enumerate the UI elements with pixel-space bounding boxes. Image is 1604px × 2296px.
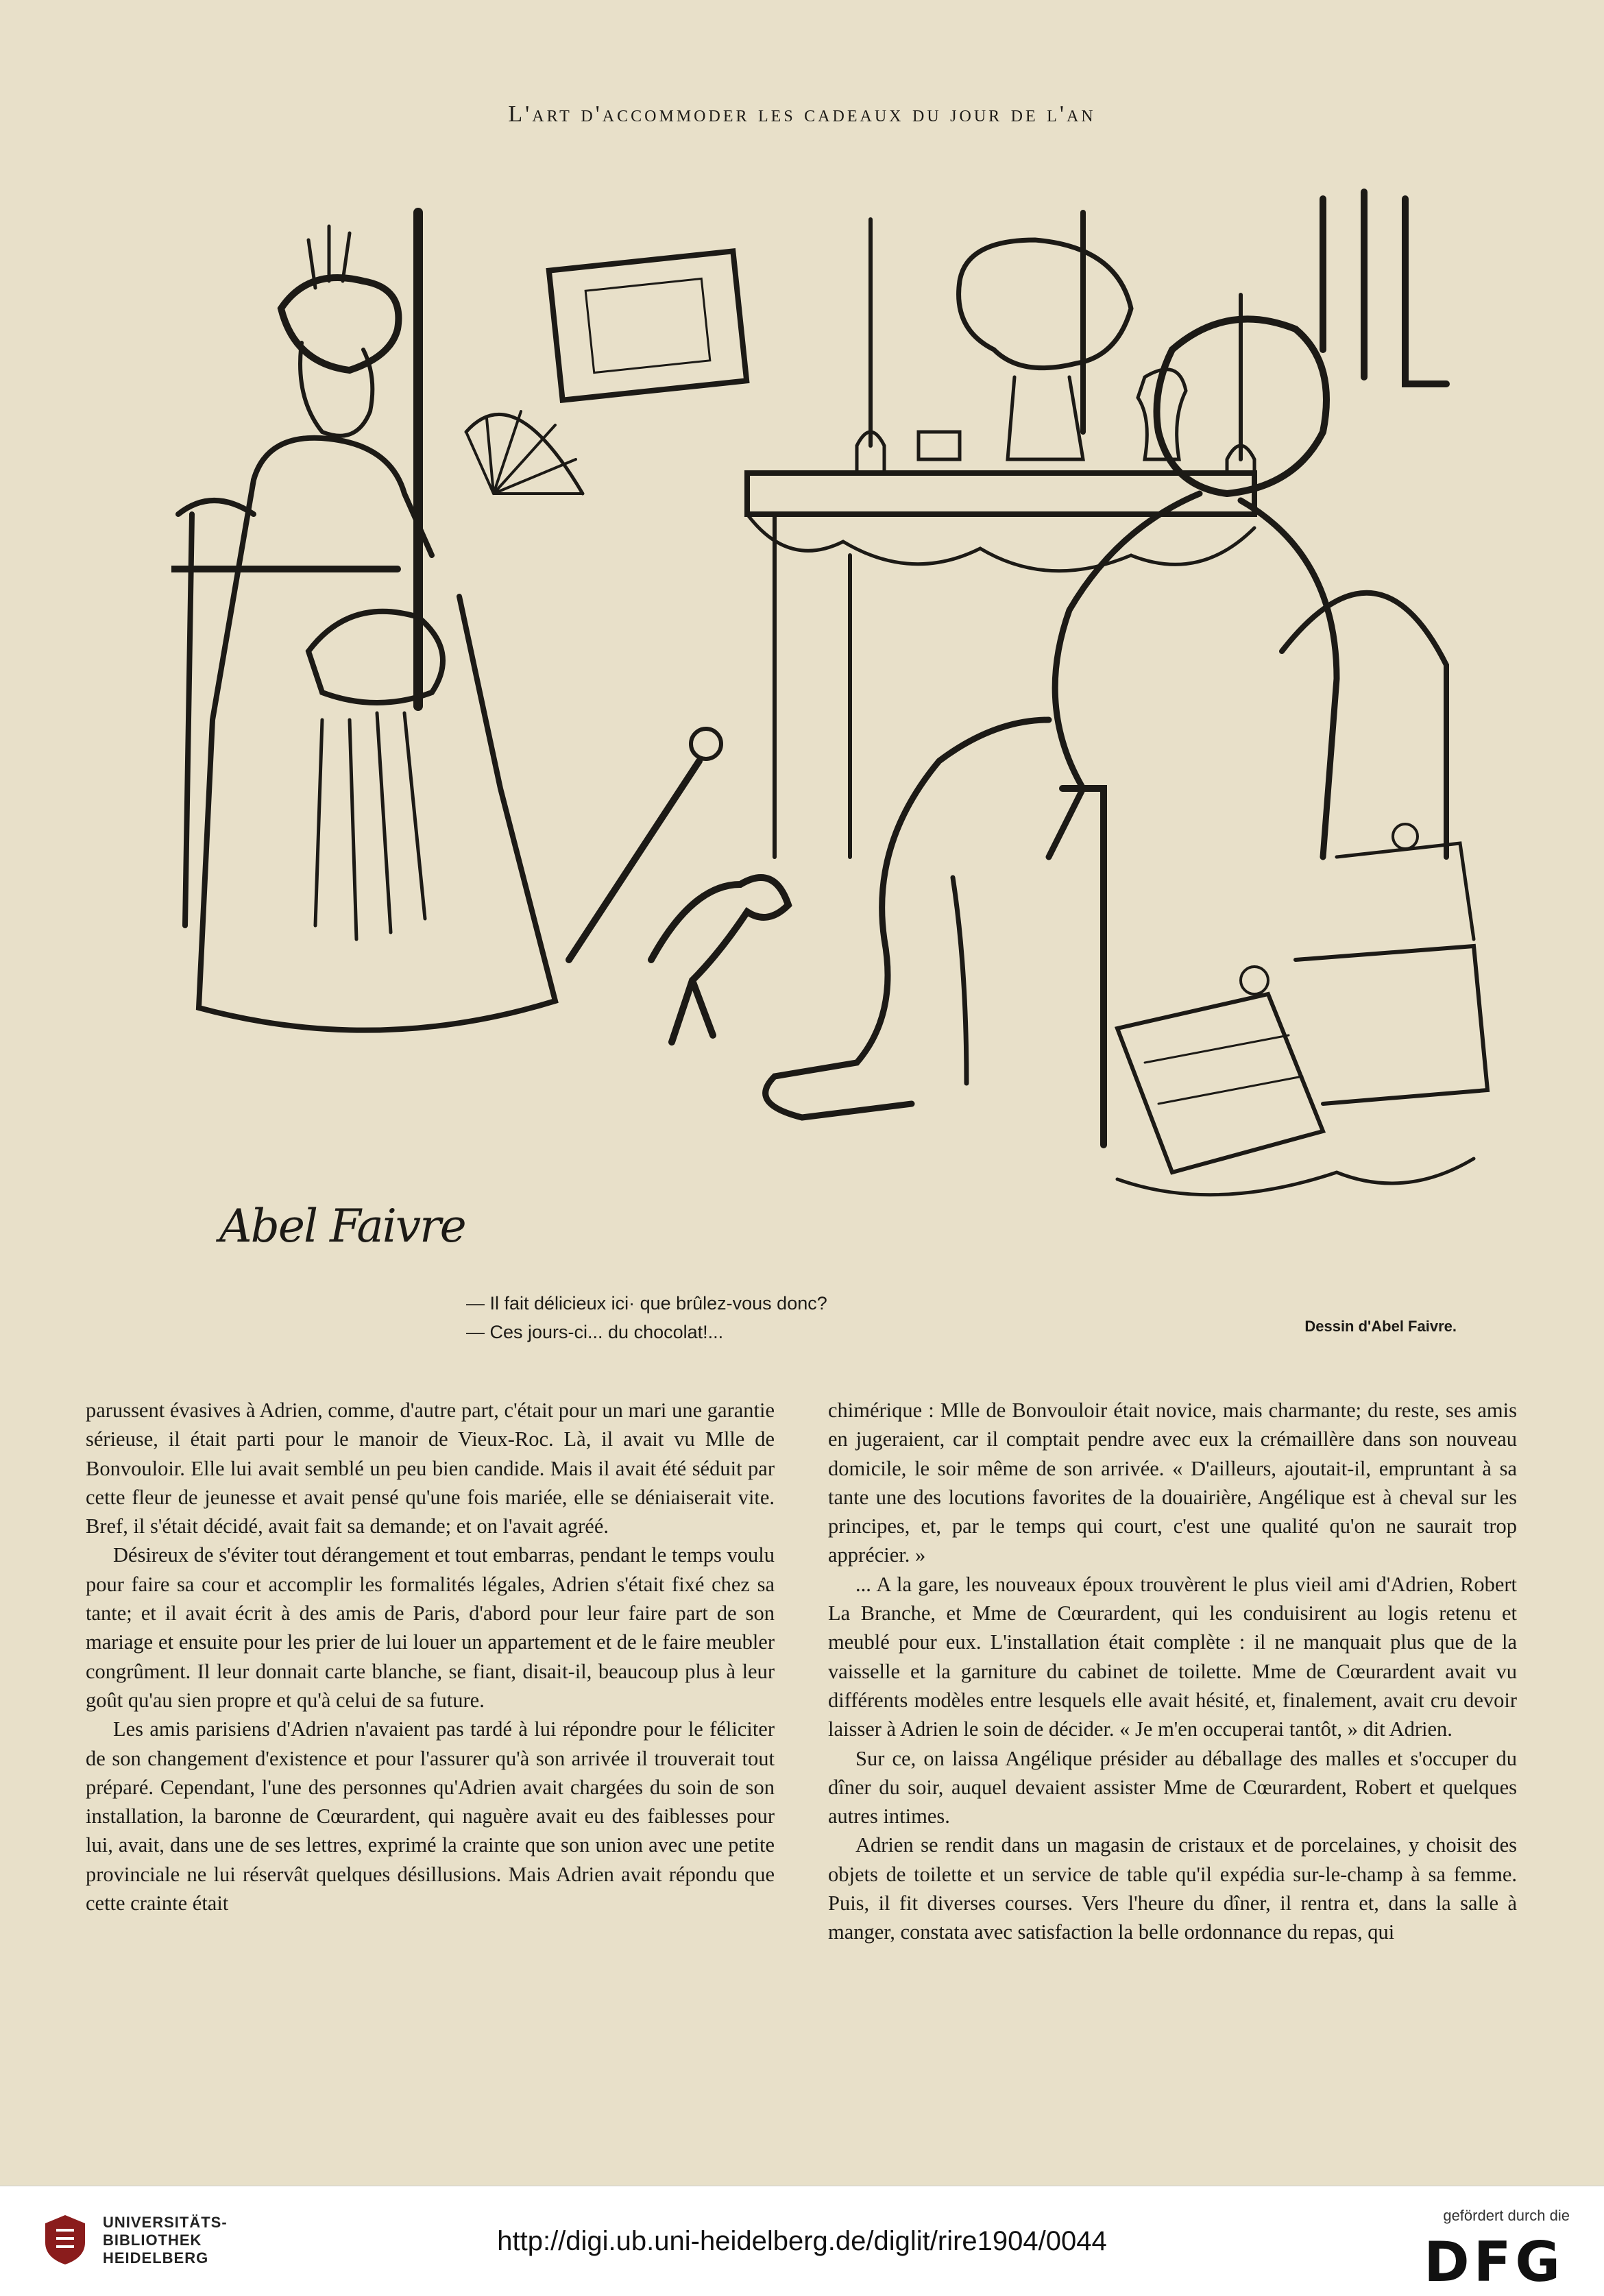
paragraph: parussent évasives à Adrien, comme, d'autre part, c'était pour un mari une garantie sérieuse, il était parti pour le manoir de Vieux-Roc. Là, il avait vu Mlle de Bonvouloir. Elle lui avait semblé un peu bien candide. Mais il avait été séduit par cette fleur de jeunesse et avait pensé qu'une fois mariée, elle se déniaiserait vite. Bref, il s'était décidé, avait fait sa demande; et on l'avait agréé.: [86, 1399, 775, 1538]
footer-bar: [0, 2186, 1604, 2296]
institution-line: UNIVERSITÄTS-: [103, 2214, 228, 2231]
paragraph: Les amis parisiens d'Adrien n'avaient pas tardé à lui répondre pour le féliciter de son changement d'existence et pour l'assurer qu'à son arrivée il trouverait tout préparé. Cependant, l'une des personnes qu'Adrien avait chargées du soin de son installation, la baronne de Cœurardent, qui naguère avait eu des faiblesses pour lui, avait, dans une de ses lettres, exprimé la crainte que son union avec une petite provinciale ne lui réservât quelques désillusions. Mais Adrien avait répondu que cette crainte était: [86, 1717, 775, 1916]
paragraph: chimérique : Mlle de Bonvouloir était novice, mais charmante; du reste, ses amis en jugeraient, car il comptait pendre avec eux la crémaillère dans son nouveau domicile, le soir même de son arrivée. « D'ailleurs, ajoutait-il, empruntant à sa tante une des locutions favorites de la douairière, Angélique est à cheval sur les principes, et, par le temps qui court, c'est une qualité qu'on ne saurait trop apprécier. »: [828, 1399, 1517, 1567]
cartoon-illustration: [171, 171, 1515, 1268]
caption-line-2: — Ces jours-ci... du chocolat!...: [466, 1322, 724, 1342]
text-column-left: [86, 1396, 775, 1918]
artist-signature: Abel Faivre: [219, 1200, 465, 1253]
permalink-url[interactable]: http://digi.ub.uni-heidelberg.de/diglit/rire1904/0044: [497, 2226, 1107, 2256]
text-column-right: [828, 1396, 1517, 1947]
caption-line-1: — Il fait délicieux ici· que brûlez-vous donc?: [466, 1293, 827, 1314]
dfg-logo: DFG: [1424, 2230, 1564, 2294]
running-title: L'art d'accommoder les cadeaux du jour de l'an: [508, 101, 1096, 127]
illustration-caption: [466, 1289, 827, 1346]
funded-by-label: gefördert durch die: [1443, 2207, 1570, 2224]
paragraph: Adrien se rendit dans un magasin de cristaux et de porcelaines, y choisit des objets de toilette et un service de table qu'il expédia sur-le-champ à sa femme. Puis, il fit diverses courses. Vers l'heure du dîner, il rentra et, dans la salle à manger, constata avec satisfaction la belle ordonnance du repas, qui: [828, 1833, 1517, 1944]
cartoon-drawing: [171, 171, 1515, 1268]
illustration-credit: Dessin d'Abel Faivre.: [1304, 1318, 1457, 1335]
paragraph: Désireux de s'éviter tout dérangement et tout embarras, pendant le temps voulu pour faire sa cour et accomplir les formalités légales, Adrien s'était fixé chez sa tante; et il avait écrit à des amis de Paris, d'abord pour leur faire part de son mariage et ensuite pour les prier de lui louer un appartement et de le faire meubler congrûment. Il leur donnait carte blanche, se fiant, disait-il, beaucoup plus à leur goût qu'au sien propre et qu'à celui de sa future.: [86, 1543, 775, 1712]
paragraph: Sur ce, on laissa Angélique présider au déballage des malles et s'occuper du dîner du soir, auquel devaient assister Mme de Cœurardent, Robert et quelques autres intimes.: [828, 1746, 1517, 1828]
institution-line: HEIDELBERG: [103, 2249, 209, 2267]
institution-line: BIBLIOTHEK: [103, 2232, 202, 2249]
paragraph: ... A la gare, les nouveaux époux trouvèrent le plus vieil ami d'Adrien, Robert La Branche, et Mme de Cœurardent, qui les conduisirent au logis retenu et meublé pour eux. L'installation était complète : il ne manquait plus que de la vaisselle et la garniture du cabinet de toilette. Mme de Cœurardent avait vu différents modèles entre lesquels elle avait hésité, et, finalement, avait cru devoir laisser à Adrien le soin de décider. « Je m'en occuperai tantôt, » dit Adrien.: [828, 1572, 1517, 1741]
